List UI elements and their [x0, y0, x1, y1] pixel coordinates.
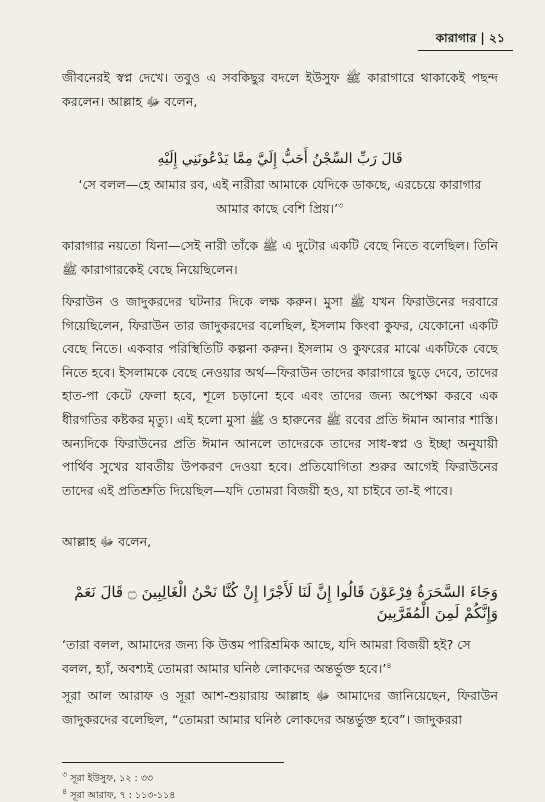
header-separator: | [480, 31, 485, 45]
verse-2-arabic: وَجَاءَ السَّحَرَةُ فِرْعَوْنَ قَالُوا إِنَّ لَنَا لَأَجْرًا إِنْ كُنَّا نَحْنُ الْغَالِبِينَ ۝ قَالَ نَعَمْ وَإِنَّكُمْ لَمِنَ الْمُقَرَّبِينَ [74, 583, 498, 622]
page-number: ২১ [489, 31, 505, 45]
footnote-4: $^৪$ সূরা আরাফ, ৭ : ১১৩-১১৪ [62, 787, 176, 802]
paragraph-1: জীবনেরই স্বপ্ন দেখে। তবুও এ সবকিছুর বদলে ইউসুফ ﷺ কারাগারে থাকাকেই পছন্দ করলেন। আল্লাহ ﷻ বলেন, [62, 70, 498, 109]
paragraph-2: কারাগার নয়তো যিনা—সেই নারী তাঁকে ﷺ এ দুটোর একটি বেছে নিতে বলেছিল। তিনি ﷺ কারাগারকেই বেছে নিয়েছিলেন। [62, 238, 498, 277]
header-rule [418, 50, 513, 51]
footnote-ref-3: ৩ [338, 201, 344, 210]
footnote-ref-4: ৪ [386, 661, 392, 670]
paragraph-4: আল্লাহ ﷻ বলেন, [62, 534, 152, 549]
paragraph-5: সূরা আল আরাফ ও সূরা আশ-শুয়ারায় আল্লাহ ﷻ আমাদের জানিয়েছেন, ফিরাউন জাদুকরদের বলেছিল, “তোমরা আমার ঘনিষ্ঠ লোকদের অন্তর্ভুক্ত হবে”। জাদুকররা [62, 688, 498, 727]
verse-1-arabic: قَالَ رَبِّ السِّجْنُ أَحَبُّ إِلَيَّ مِمَّا يَدْعُونَنِي إِلَيْهِ [157, 151, 403, 167]
page-header [436, 30, 505, 50]
verse-2-translation: ‘তারা বলল, আমাদের জন্য কি উত্তম পারিশ্রমিক আছে, যদি আমরা বিজয়ী হই? সে বলল, হ্যাঁ, অবশ্যই তোমরা আমার ঘনিষ্ঠ লোকদের অন্তর্ভুক্ত হবে।’$^৪$ [62, 637, 471, 677]
chapter-title: কারাগার [435, 31, 477, 45]
footnote-3: $^৩$ সূরা ইউসুফ, ১২ : ৩৩ [62, 770, 154, 785]
paragraph-3: ফিরাউন ও জাদুকরদের ঘটনার দিকে লক্ষ করুন। মুসা ﷺ যখন ফিরাউনের দরবারে গিয়েছিলেন, ফিরাউন তার জাদুকরদের বলেছিল, ইসলাম কিংবা কুফর, যেকোনো একটি বেছে নিতে। একবার পরিস্থিতিটি কল্পনা করুন। ইসলাম ও কুফরের মাঝে একটিকে বেছে নিতে হবে। ইসলামকে বেছে নেওয়ার অর্থ—ফিরাউন তাদের কারাগারে ছুড়ে দেবে, তাদের হাত-পা কেটে ফেলা হবে, শূলে চড়ানো হবে এবং তাদের জন্য অপেক্ষা করবে এক ধীরগতির কষ্টকর মৃত্যু। এই হলো মুসা ﷺ ও হারুনের ﷺ রবের প্রতি ঈমান আনার শাস্তি। অন্যদিকে ফিরাউনের প্রতি ঈমান আনলে তাদেরকে তাদের সাধ-স্বপ্ন ও ইচ্ছা অনুযায়ী পার্থিব সুখের যাবতীয় উপকরণ দেওয়া হবে। প্রতিযোগিতা শুরুর আগেই ফিরাউনের তাদের এই প্রতিশ্রুতি দিয়েছিল—যদি তোমরা বিজয়ী হও, যা চাইবে তা-ই পাবে। [62, 294, 498, 498]
verse-1-translation: ‘সে বলল—হে আমার রব, এই নারীরা আমাকে যেদিকে ডাকছে, এরচেয়ে কারাগার আমার কাছে বেশি প্রিয়।’$^৩$ [78, 177, 482, 217]
footnote-rule [62, 762, 284, 763]
